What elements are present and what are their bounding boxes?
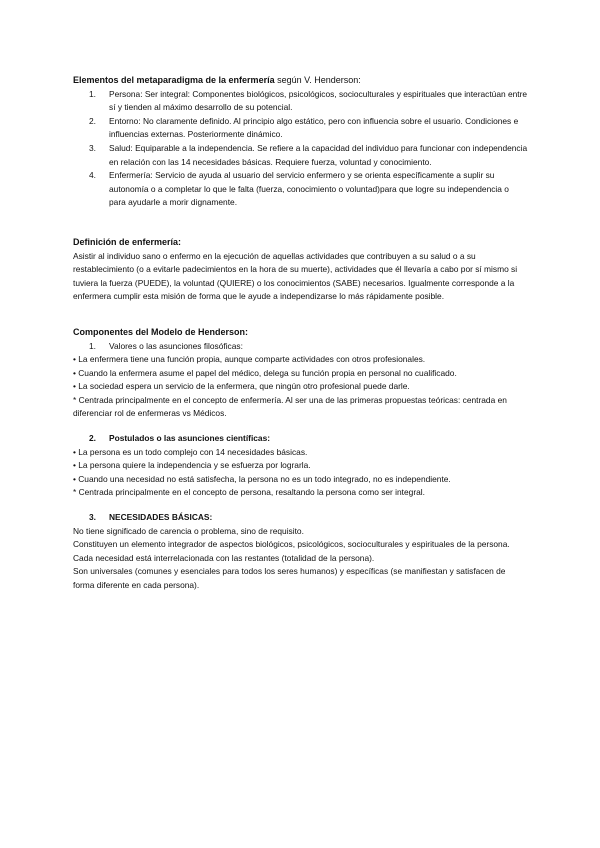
list-item — [73, 142, 528, 169]
subsection-number: 2. — [89, 433, 96, 444]
metaparadigm-list — [73, 88, 528, 210]
bullet-item: • La enfermera tiene una función propia, aunque comparte actividades con otros profesionales. — [73, 354, 426, 365]
subsection-postulates-heading — [73, 432, 528, 446]
list-item — [73, 115, 528, 142]
needs-paragraph: Constituyen un elemento integrador de aspectos biológicos, psicológicos, socioculturales y espirituales de la persona. — [73, 539, 510, 550]
list-item-number: 3. — [89, 142, 96, 153]
subsection-note: * Centrada principalmente en el concepto de enfermería. Al ser una de las primeras propuestas teóricas: centrada en diferenciar rol de enfermeras vs Médicos. — [73, 394, 507, 419]
list-item — [73, 88, 528, 115]
bullet-item: • La sociedad espera un servicio de la enfermera, que ningún otro profesional puede darle. — [73, 381, 410, 392]
list-item-text: Salud: Equiparable a la independencia. Se refiere a la capacidad del individuo para funcionar con independencia en relación con las 14 necesidades básicas. Requiere fuerza, voluntad y conocimiento. — [109, 142, 528, 167]
definition-body: Asistir al individuo sano o enfermo en la ejecución de aquellas actividades que contribuyen a su salud o a su restablecimiento (o a evitarle padecimientos en la hora de su muerte), actividades que él llevaría a cabo por sí mismo si tuviera la fuerza (PUEDE), la voluntad (QUIERE) o los conocimientos (SABE) necesarios. Igualmente corresponde a la enfermera cumplir esta misión de forma que le ayude a independizarse lo más rápidamente posible. — [73, 250, 518, 302]
subsection-values-heading — [73, 340, 528, 354]
components-heading: Componentes del Modelo de Henderson: — [73, 326, 249, 337]
subsection-note: * Centrada principalmente en el concepto de persona, resaltando la persona como ser integral. — [73, 487, 425, 498]
list-item-number: 4. — [89, 170, 96, 181]
metaparadigm-heading — [73, 74, 528, 88]
list-item-text: Persona: Ser integral: Componentes biológicos, psicológicos, socioculturales y espirituales que interactúan entre sí y tienden al máximo desarrollo de su potencial. — [109, 88, 528, 113]
bullet-item: • Cuando la enfermera asume el papel del médico, delega su función propia en personal no cualificado. — [73, 367, 457, 378]
list-item-text: Enfermería: Servicio de ayuda al usuario del servicio enfermero y se orienta específicamente a suplir su autonomía o a completar lo que le falta (fuerza, conocimiento o voluntad)para que logre su independencia o para ayudarle a morir dignamente. — [109, 170, 509, 208]
bullet-item: • La persona es un todo complejo con 14 necesidades básicas. — [73, 446, 308, 457]
subsection-number: 1. — [89, 340, 96, 351]
subsection-needs-heading — [73, 511, 528, 525]
definition-heading: Definición de enfermería: — [73, 236, 182, 247]
needs-paragraph: Son universales (comunes y esenciales para todos los seres humanos) y específicas (se manifiestan y satisfacen de forma diferente en cada persona). — [73, 566, 506, 590]
document-content — [73, 74, 528, 593]
needs-paragraph: Cada necesidad está interrelacionada con las restantes (totalidad de la persona). — [73, 552, 375, 563]
list-item-number: 2. — [89, 115, 96, 126]
metaparadigm-heading-rest: según V. Henderson: — [274, 75, 361, 85]
subsection-title: Valores o las asunciones filosóficas: — [109, 340, 243, 351]
subsection-title: NECESIDADES BÁSICAS: — [109, 512, 213, 523]
bullet-item: • La persona quiere la independencia y se esfuerza por lograrla. — [73, 460, 311, 471]
list-item-number: 1. — [89, 88, 96, 99]
subsection-number: 3. — [89, 512, 96, 523]
list-item-text: Entorno: No claramente definido. Al principio algo estático, pero con influencia sobre el usuario. Condiciones e influencias externas. Posteriormente dinámico. — [109, 115, 519, 140]
metaparadigm-heading-bold: Elementos del metaparadigma de la enfermería — [73, 75, 275, 85]
bullet-item: • Cuando una necesidad no está satisfecha, la persona no es un todo integrado, no es independiente. — [73, 473, 451, 484]
needs-paragraph: No tiene significado de carencia o problema, sino de requisito. — [73, 525, 304, 536]
list-item — [73, 169, 528, 210]
subsection-title: Postulados o las asunciones científicas: — [109, 433, 271, 444]
